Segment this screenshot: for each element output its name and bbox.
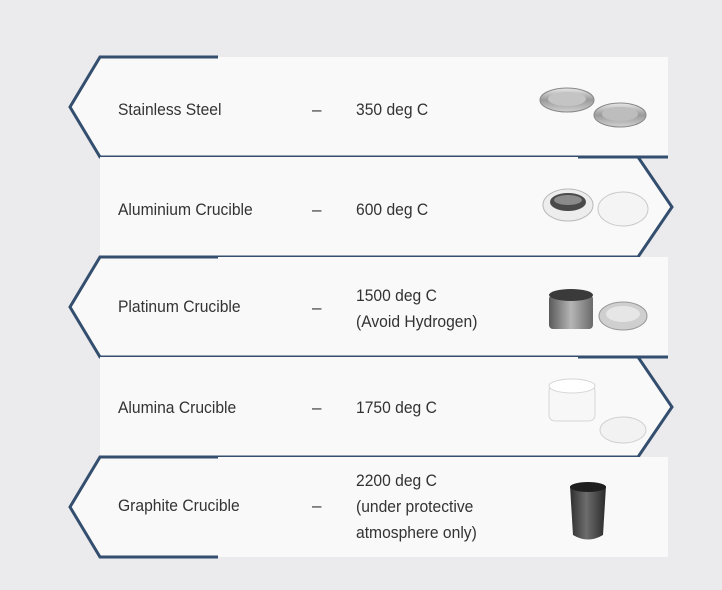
graphite-crucible-icon — [570, 482, 606, 540]
row-5-separator: – — [312, 496, 322, 515]
row-2-material: Aluminium Crucible — [118, 200, 253, 219]
row-2-separator: – — [312, 200, 322, 219]
row-4-separator: – — [312, 398, 322, 417]
row-1-material: Stainless Steel — [118, 100, 222, 119]
row-2-temperature-line-1: 600 deg C — [356, 200, 429, 219]
row-1-separator: – — [312, 100, 322, 119]
row-5-temperature-line-2: (under protective — [356, 497, 474, 516]
row-1-temperature — [356, 97, 428, 123]
row-3-temperature — [356, 283, 477, 335]
row-5-temperature-line-1: 2200 deg C — [356, 471, 437, 490]
row-5-material: Graphite Crucible — [118, 496, 240, 515]
row-2-temperature — [356, 197, 428, 223]
row-4-temperature — [356, 395, 437, 421]
row-4-material: Alumina Crucible — [118, 398, 237, 417]
row-5-temperature — [356, 468, 477, 546]
row-3-material: Platinum Crucible — [118, 297, 241, 316]
row-3-temperature-line-2: (Avoid Hydrogen) — [356, 312, 478, 331]
row-4-temperature-line-1: 1750 deg C — [356, 398, 437, 417]
row-3-temperature-line-1: 1500 deg C — [356, 286, 437, 305]
row-3-separator: – — [312, 298, 322, 317]
row-1-temperature-line-1: 350 deg C — [356, 100, 429, 119]
row-5-temperature-line-3: atmosphere only) — [356, 523, 477, 542]
